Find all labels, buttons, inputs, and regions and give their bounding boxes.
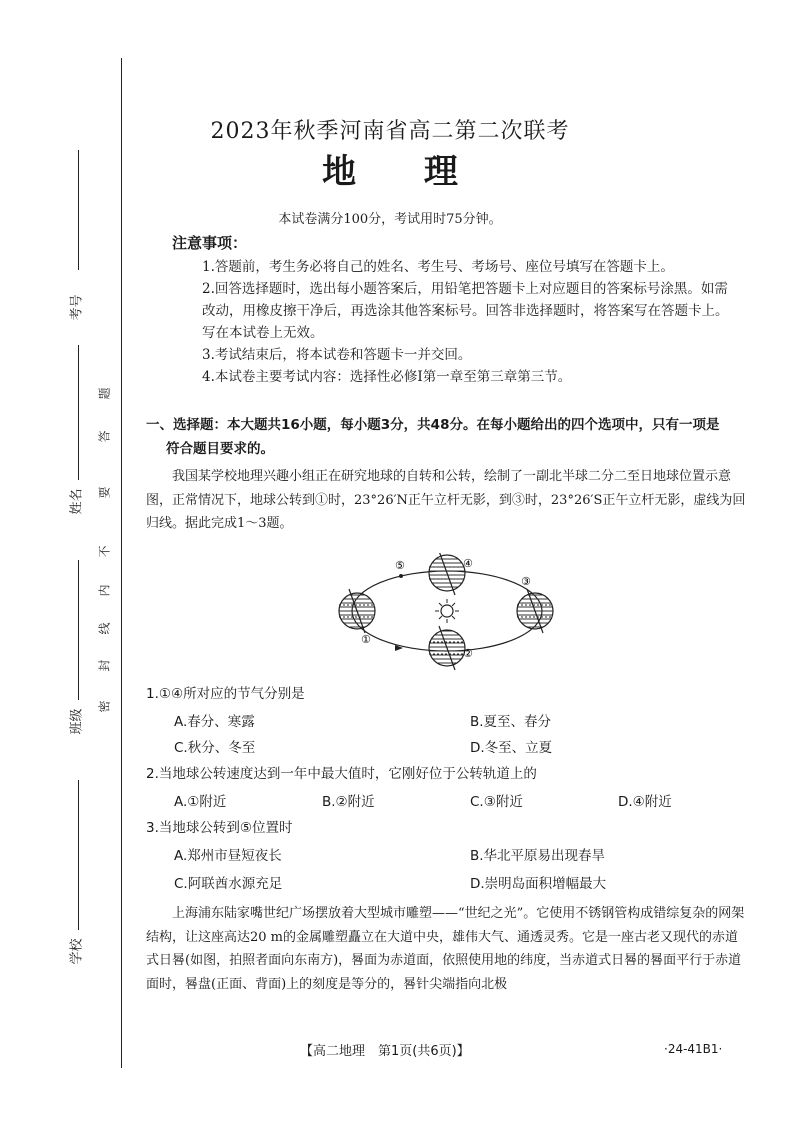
exam-number-label: 考号 <box>69 294 85 321</box>
seal-char: 题 <box>97 387 112 400</box>
name-line <box>78 345 79 480</box>
notice-item: 3.考试结束后，将本试卷和答题卡一并交回。 <box>202 347 472 363</box>
seal-char: 密 <box>97 700 112 713</box>
position-label: ④ <box>463 557 473 570</box>
question-option: A.①附近 <box>174 794 227 810</box>
notice-list <box>172 256 732 388</box>
binding-line <box>121 58 122 1068</box>
page-footer: 【高二地理 第1页(共6页)】 <box>300 1044 470 1059</box>
notice-item: 2.回答选择题时，选出每小题答案后，用铅笔把答题卡上对应题目的答案标号涂黑。如需改动，用橡皮擦干净后，再选涂其他答案标号。回答非选择题时，将答案写在答题卡上。写在本试卷上无效。 <box>202 281 729 341</box>
exam-title: 2023年秋季河南省高二第二次联考 <box>210 119 570 144</box>
seal-char: 内 <box>97 584 112 597</box>
section-heading <box>146 413 748 461</box>
seal-char: 线 <box>97 622 112 635</box>
school-label: 学校 <box>69 938 85 965</box>
seal-char: 答 <box>97 430 112 443</box>
question-stem: 2.当地球公转速度达到一年中最大值时，它刚好位于公转轨道上的 <box>146 766 537 782</box>
notice-item: 4.本试卷主要考试内容：选择性必修Ⅰ第一章至第三章第三节。 <box>202 369 572 385</box>
question-option: B.夏至、春分 <box>470 714 552 730</box>
notice-item: 1.答题前，考生务必将自己的姓名、考生号、考场号、座位号填写在答题卡上。 <box>202 259 674 275</box>
school-line <box>78 780 79 930</box>
question-option: D.④附近 <box>618 794 672 810</box>
sun-icon <box>435 599 459 623</box>
subject-char: 地 <box>322 152 357 192</box>
earth-icon <box>339 589 375 633</box>
question-option: C.秋分、冬至 <box>174 740 256 756</box>
position-label: ③ <box>521 575 531 588</box>
passage: 上海浦东陆家嘴世纪广场摆放着大型城市雕塑——“世纪之光”。它使用不锈钢管构成错综复杂的网架结构，让这座高达20 m的金属雕塑矗立在大道中央，雄伟大气、通透灵秀。它是一座古老又现代的赤道式日晷(如图，拍照者面向东南方)，晷面为赤道面，依照使用地的纬度，当赤道式日晷的晷面平行于赤道面时，晷盘(正面、背面)上的刻度是等分的，晷针尖端指向北极 <box>146 906 745 992</box>
seal-char: 封 <box>97 659 112 672</box>
subject-char: 理 <box>423 152 458 192</box>
class-label: 班级 <box>69 708 85 735</box>
question-option: D.崇明岛面积增幅最大 <box>470 876 607 892</box>
seal-char: 要 <box>97 486 112 499</box>
question-stem: 1.①④所对应的节气分别是 <box>146 686 305 702</box>
exam-info: 本试卷满分100分，考试用时75分钟。 <box>278 212 502 227</box>
question-option: C.③附近 <box>470 794 523 810</box>
orbit-diagram <box>335 553 565 673</box>
earth-icon <box>517 589 553 633</box>
earth-icon <box>429 626 465 670</box>
question-option: A.春分、寒露 <box>174 714 255 730</box>
section-line: 一、选择题：本大题共16小题，每小题3分，共48分。在每小题给出的四个选项中，只有一项是 <box>146 417 720 433</box>
question-option: D.冬至、立夏 <box>470 740 553 756</box>
position-label: ⑤ <box>395 559 405 572</box>
question-option: A.郑州市昼短夜长 <box>174 848 282 864</box>
notice-heading: 注意事项： <box>172 234 248 252</box>
seal-char: 不 <box>97 545 112 558</box>
question-option: C.阿联酋水源充足 <box>174 876 283 892</box>
question-stem: 3.当地球公转到⑤位置时 <box>146 820 293 836</box>
position-dot <box>399 574 403 578</box>
position-label: ① <box>361 633 371 646</box>
class-line <box>78 560 79 700</box>
question-option: B.②附近 <box>322 794 375 810</box>
earth-icon <box>429 553 465 595</box>
section-line: 符合题目要求的。 <box>166 441 274 457</box>
exam-code: ·24-41B1· <box>664 1042 723 1056</box>
passage: 我国某学校地理兴趣小组正在研究地球的自转和公转，绘制了一副北半球二分二至日地球位置示意图，正常情况下，地球公转到①时，23°26′N正午立杆无影，到③时，23°26′S正午立杆无影，虚线为回归线。据此完成1～3题。 <box>146 469 746 531</box>
subject-title <box>130 144 650 193</box>
position-label: ② <box>463 647 473 660</box>
name-label: 姓名 <box>69 488 85 515</box>
exam-number-line <box>78 150 79 270</box>
question-option: B.华北平原易出现春旱 <box>470 848 606 864</box>
